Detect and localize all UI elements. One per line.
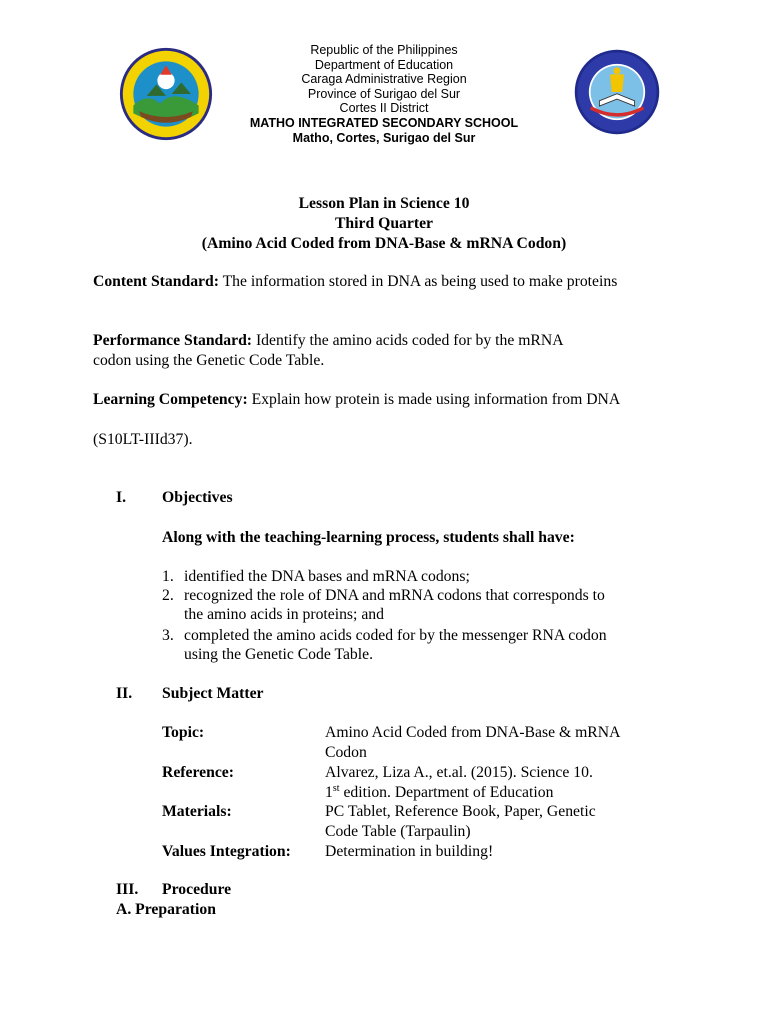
title-line: Third Quarter — [334, 215, 434, 232]
list-item-continued: the amino acids in proteins; and — [184, 606, 384, 623]
learning-competency-label: Learning Competency: — [93, 391, 248, 408]
letterhead-line: Cortes II District — [339, 101, 429, 116]
values-integration-label: Values Integration: — [162, 843, 291, 860]
topic-label: Topic: — [162, 724, 205, 741]
objectives-intro: Along with the teaching-learning process, students shall have: — [162, 529, 575, 546]
section-heading-procedure: Procedure — [162, 881, 232, 898]
section-heading-objectives: Objectives — [162, 489, 233, 506]
document-title — [0, 194, 768, 254]
reference-line — [325, 783, 685, 803]
school-address: Matho, Cortes, Surigao del Sur — [292, 130, 476, 145]
values-integration-value: Determination in building! — [325, 843, 494, 860]
edition-number: 1 — [325, 784, 333, 801]
learning-competency-code: (S10LT-IIId37). — [93, 431, 193, 448]
section-numeral: I. — [116, 489, 127, 506]
content-standard — [93, 272, 675, 292]
subsection-preparation: A. Preparation — [116, 901, 216, 918]
materials-line: PC Tablet, Reference Book, Paper, Genetic — [325, 803, 596, 820]
materials-line: Code Table (Tarpaulin) — [325, 823, 471, 840]
learning-competency — [93, 390, 675, 410]
topic-line: Amino Acid Coded from DNA-Base & mRNA — [325, 724, 621, 741]
content-standard-text: The information stored in DNA as being used to make proteins — [222, 273, 618, 290]
performance-standard-text: Identify the amino acids coded for by the mRNA — [255, 332, 564, 349]
topic-line: Codon — [325, 744, 367, 761]
section-numeral: II. — [116, 685, 133, 702]
learning-competency-text: Explain how protein is made using information from DNA — [251, 391, 621, 408]
topic-value — [325, 723, 685, 763]
list-item: identified the DNA bases and mRNA codons; — [184, 568, 470, 585]
list-item-number: 2. — [162, 587, 174, 604]
edition-suffix: st — [332, 782, 340, 794]
letterhead-line: Department of Education — [314, 57, 454, 72]
letterhead — [0, 43, 768, 145]
list-item-continued: using the Genetic Code Table. — [184, 646, 373, 663]
performance-standard-text: codon using the Genetic Code Table. — [93, 352, 325, 369]
letterhead-line: Republic of the Philippines — [310, 43, 458, 57]
materials-label: Materials: — [162, 803, 232, 820]
list-item: recognized the role of DNA and mRNA codons that corresponds to — [184, 587, 605, 604]
list-item: completed the amino acids coded for by the messenger RNA codon — [184, 627, 607, 644]
letterhead-line: Caraga Administrative Region — [301, 72, 467, 87]
title-line: Lesson Plan in Science 10 — [298, 195, 470, 212]
letterhead-line: Province of Surigao del Sur — [307, 86, 461, 101]
reference-value — [325, 763, 685, 803]
reference-line-rest: edition. Department of Education — [339, 784, 554, 801]
school-name: MATHO INTEGRATED SECONDARY SCHOOL — [249, 115, 519, 130]
list-item-number: 3. — [162, 627, 174, 644]
reference-line: Alvarez, Liza A., et.al. (2015). Science 10. — [325, 764, 593, 781]
content-standard-label: Content Standard: — [93, 273, 219, 290]
reference-label: Reference: — [162, 764, 234, 781]
section-heading-subject-matter: Subject Matter — [162, 685, 264, 702]
performance-standard-label: Performance Standard: — [93, 332, 253, 349]
section-numeral: III. — [116, 881, 139, 898]
list-item-number: 1. — [162, 568, 174, 585]
materials-value — [325, 802, 685, 842]
title-line: (Amino Acid Coded from DNA-Base & mRNA Codon) — [201, 235, 567, 252]
performance-standard — [93, 331, 675, 371]
